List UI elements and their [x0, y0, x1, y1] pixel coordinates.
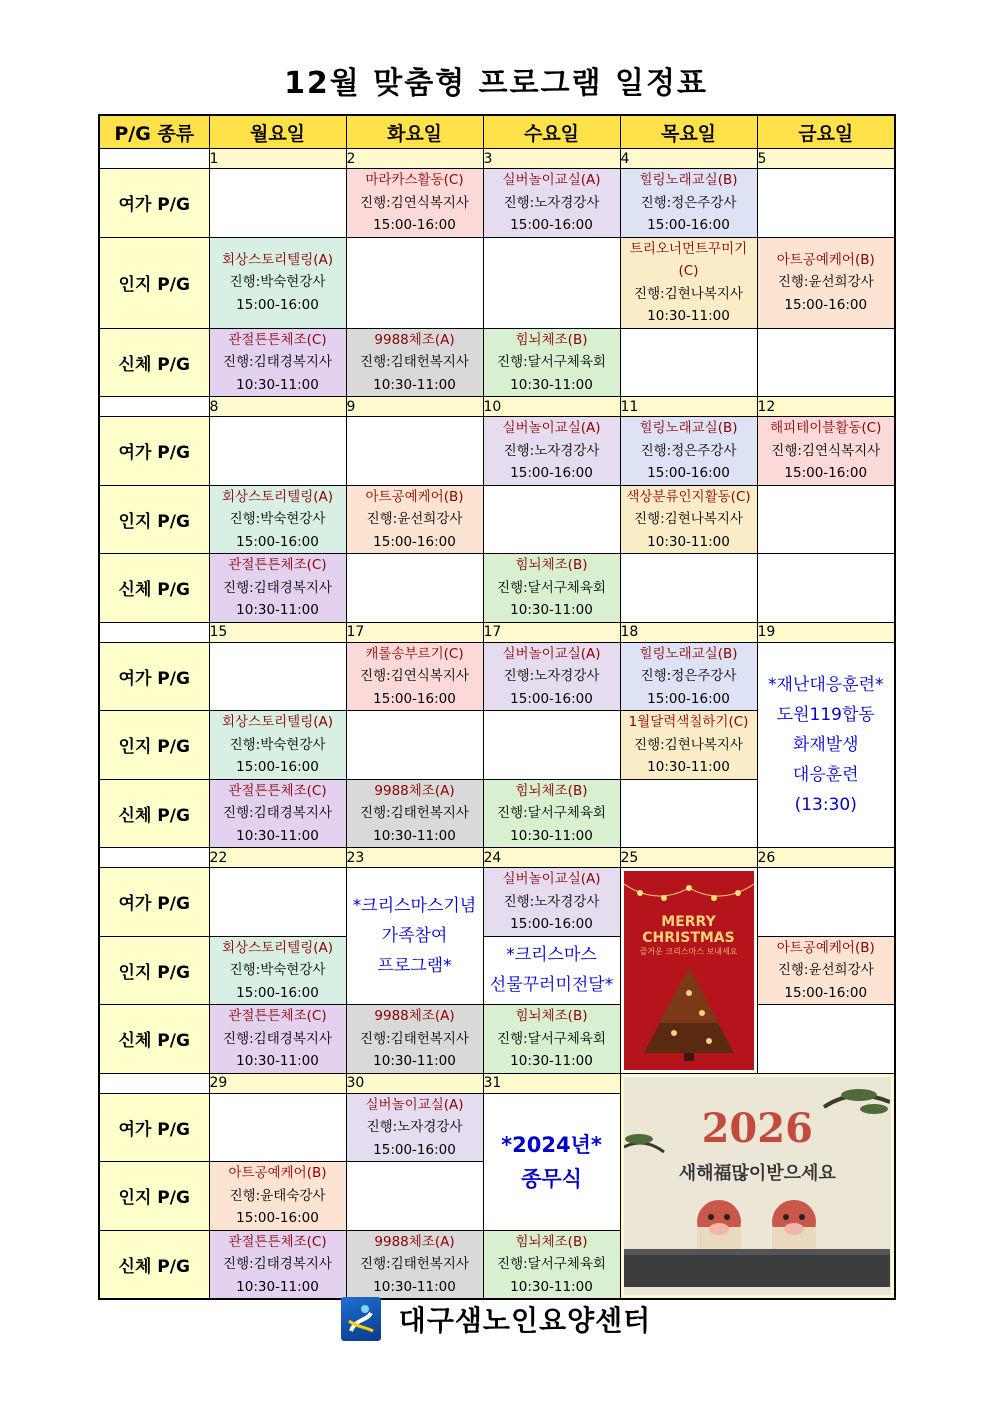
- program-leader: 진행:윤선희강사: [366, 511, 463, 527]
- program-cell: [483, 868, 620, 937]
- program-name: 1월달력색칠하기(C): [628, 714, 749, 730]
- program-cell: [483, 237, 620, 328]
- program-row: [99, 169, 895, 238]
- new-year-image: [620, 1073, 895, 1299]
- program-leader: 진행:김태헌복지사: [360, 805, 469, 821]
- category-label: 신체 P/G: [99, 1005, 209, 1074]
- program-time: 10:30-11:00: [236, 602, 319, 618]
- column-header: P/G 종류: [99, 115, 209, 149]
- event-line: 프로그램*: [377, 956, 452, 976]
- program-row: [99, 642, 895, 711]
- program-leader: 진행:김태경복지사: [223, 579, 332, 596]
- program-name: 실버놀이교실(A): [502, 172, 601, 188]
- category-label: 신체 P/G: [99, 779, 209, 848]
- category-label: 여가 P/G: [99, 417, 209, 486]
- program-name: 캐롤송부르기(C): [365, 645, 464, 662]
- date-row-spacer: [99, 397, 209, 417]
- event-line: 선물꾸러미전달*: [489, 975, 614, 996]
- program-cell: [620, 237, 757, 328]
- date-row-spacer: [99, 622, 209, 642]
- event-line: *크리스마스기념: [352, 896, 477, 916]
- program-cell: [757, 554, 895, 623]
- program-cell: [209, 936, 346, 1005]
- column-header: 월요일: [209, 115, 346, 149]
- date-cell: 8: [209, 397, 346, 417]
- column-header: 금요일: [757, 115, 895, 149]
- program-leader: 진행:노자경강사: [503, 893, 600, 910]
- program-leader: 진행:김태헌복지사: [360, 1256, 469, 1272]
- program-cell: [346, 779, 483, 848]
- program-name: 9988체조(A): [374, 1008, 455, 1024]
- program-time: 10:30-11:00: [373, 827, 456, 844]
- program-time: 10:30-11:00: [647, 759, 730, 775]
- program-cell: [209, 868, 346, 937]
- program-name: 9988체조(A): [374, 331, 455, 348]
- program-cell: [757, 868, 895, 937]
- program-leader: 진행:박숙현강사: [229, 511, 326, 527]
- category-label: 여가 P/G: [99, 868, 209, 937]
- program-time: 15:00-16:00: [510, 465, 593, 481]
- footer: [0, 1295, 992, 1343]
- schedule-table: [98, 114, 896, 1300]
- program-cell: [620, 169, 757, 238]
- program-leader: 진행:김연식복지사: [771, 442, 881, 459]
- program-cell: [757, 328, 895, 397]
- program-leader: 진행:노자경강사: [366, 1119, 463, 1135]
- program-cell: [483, 169, 620, 238]
- program-time: 10:30-11:00: [373, 1053, 456, 1069]
- string-lights-icon: [624, 878, 754, 914]
- program-leader: 진행:달서구체육회: [497, 579, 606, 596]
- xmas-title-2: CHRISTMAS: [642, 929, 735, 946]
- program-name: 회상스토리텔링(A): [221, 488, 334, 505]
- date-cell: 10: [483, 397, 620, 417]
- program-name: 아트공예케어(B): [776, 251, 875, 268]
- program-leader: 진행:윤선희강사: [777, 962, 874, 978]
- program-row: [99, 417, 895, 486]
- organization-name: 대구샘노인요양센터: [398, 1304, 652, 1337]
- program-name: 힐링노래교실(B): [639, 172, 738, 188]
- program-cell: [346, 1005, 483, 1074]
- program-name: 관절튼튼체조(C): [228, 782, 327, 799]
- date-cell: 12: [757, 397, 895, 417]
- program-time: 10:30-11:00: [510, 376, 593, 393]
- program-time: 15:00-16:00: [373, 690, 456, 707]
- program-name: 힘뇌체조(B): [515, 1008, 588, 1024]
- program-time: 15:00-16:00: [373, 533, 456, 550]
- date-row-spacer: [99, 149, 209, 169]
- xmas-title-1: MERRY: [661, 913, 716, 930]
- program-time: 10:30-11:00: [510, 827, 593, 844]
- program-name: 회상스토리텔링(A): [221, 939, 334, 956]
- program-cell: [757, 169, 895, 238]
- category-label: 인지 P/G: [99, 936, 209, 1005]
- date-cell: 1: [209, 149, 346, 169]
- event-line: *2024년*: [501, 1132, 602, 1157]
- program-row: [99, 328, 895, 397]
- program-leader: 진행:김현나복지사: [634, 285, 743, 302]
- program-leader: 진행:박숙현강사: [229, 736, 326, 753]
- program-cell: [757, 417, 895, 486]
- date-cell: 5: [757, 149, 895, 169]
- program-time: 10:30-11:00: [373, 1278, 456, 1295]
- program-row: [99, 485, 895, 554]
- program-name: 트리오너먼트꾸미기(C): [629, 240, 748, 279]
- program-leader: 진행:김연식복지사: [360, 668, 469, 684]
- program-name: 아트공예케어(B): [776, 939, 875, 956]
- event-line: (13:30): [794, 794, 857, 815]
- program-time: 10:30-11:00: [236, 1053, 319, 1069]
- program-leader: 진행:달서구체육회: [497, 1030, 606, 1047]
- program-time: 10:30-11:00: [647, 308, 730, 324]
- category-label: 신체 P/G: [99, 1230, 209, 1299]
- program-time: 15:00-16:00: [236, 1210, 319, 1226]
- program-name: 해피테이블활동(C): [770, 420, 882, 436]
- program-name: 실버놀이교실(A): [502, 871, 601, 887]
- program-time: 15:00-16:00: [510, 916, 593, 932]
- program-cell: [346, 1230, 483, 1299]
- date-cell: 15: [209, 622, 346, 642]
- event-line: 도원119합동: [776, 704, 875, 725]
- program-leader: 진행:김태경복지사: [223, 1030, 332, 1047]
- program-leader: 진행:윤선희강사: [777, 274, 874, 291]
- program-cell: [209, 1005, 346, 1074]
- program-time: 10:30-11:00: [236, 1278, 319, 1295]
- date-cell: 26: [757, 848, 895, 868]
- date-cell: 3: [483, 149, 620, 169]
- program-time: 15:00-16:00: [647, 690, 730, 707]
- program-name: 회상스토리텔링(A): [221, 714, 334, 730]
- program-time: 15:00-16:00: [784, 984, 868, 1001]
- date-cell: 23: [346, 848, 483, 868]
- program-time: 10:30-11:00: [510, 1278, 593, 1295]
- program-time: 10:30-11:00: [647, 533, 730, 550]
- program-row: [99, 936, 895, 1005]
- program-name: 관절튼튼체조(C): [228, 1008, 327, 1024]
- event-line: 종무식: [521, 1166, 582, 1191]
- category-label: 여가 P/G: [99, 642, 209, 711]
- program-cell: [346, 1162, 483, 1231]
- program-cell: [209, 1230, 346, 1299]
- program-leader: 진행:달서구체육회: [497, 805, 606, 821]
- event-line: 화재발생: [792, 734, 859, 755]
- program-time: 15:00-16:00: [236, 533, 319, 550]
- program-cell: [209, 237, 346, 328]
- program-leader: 진행:김현나복지사: [634, 736, 743, 753]
- program-name: 관절튼튼체조(C): [228, 331, 327, 348]
- date-cell: 30: [346, 1073, 483, 1093]
- date-row-spacer: [99, 848, 209, 868]
- program-leader: 진행:김태경복지사: [223, 1256, 332, 1272]
- date-cell: 2: [346, 149, 483, 169]
- program-cell: [209, 169, 346, 238]
- program-name: 마라카스활동(C): [365, 172, 464, 188]
- special-event: [483, 936, 620, 1005]
- program-time: 15:00-16:00: [647, 217, 730, 233]
- date-cell: 19: [757, 622, 895, 642]
- program-name: 힘뇌체조(B): [515, 331, 588, 348]
- category-label: 여가 P/G: [99, 1093, 209, 1162]
- category-label: 인지 P/G: [99, 237, 209, 328]
- date-row-spacer: [99, 1073, 209, 1093]
- program-cell: [757, 485, 895, 554]
- program-time: 15:00-16:00: [784, 296, 868, 313]
- program-name: 힘뇌체조(B): [515, 557, 588, 573]
- program-cell: [757, 936, 895, 1005]
- category-label: 인지 P/G: [99, 711, 209, 780]
- program-time: 15:00-16:00: [236, 296, 319, 313]
- category-label: 인지 P/G: [99, 485, 209, 554]
- program-time: 15:00-16:00: [373, 1141, 456, 1158]
- date-cell: 22: [209, 848, 346, 868]
- program-name: 힐링노래교실(B): [639, 420, 738, 436]
- christmas-tree-icon: [634, 963, 744, 1063]
- date-cell: 31: [483, 1073, 620, 1093]
- program-time: 15:00-16:00: [236, 759, 319, 775]
- program-cell: [209, 711, 346, 780]
- program-row: [99, 1005, 895, 1074]
- program-name: 힐링노래교실(B): [639, 645, 738, 662]
- program-row: [99, 554, 895, 623]
- special-event: [757, 642, 895, 848]
- program-leader: 진행:김현나복지사: [634, 511, 743, 527]
- program-cell: [346, 1093, 483, 1162]
- program-cell: [620, 417, 757, 486]
- program-name: 실버놀이교실(A): [502, 420, 601, 436]
- program-cell: [346, 237, 483, 328]
- program-cell: [346, 328, 483, 397]
- program-leader: 진행:정은주강사: [640, 442, 737, 459]
- program-leader: 진행:김태경복지사: [223, 805, 332, 821]
- xmas-subtitle: 즐거운 크리스마스 보내세요: [639, 946, 738, 956]
- new-year-greeting: 새해福많이받으세요: [678, 1162, 836, 1184]
- program-name: 힘뇌체조(B): [515, 782, 588, 799]
- category-label: 여가 P/G: [99, 169, 209, 238]
- program-cell: [483, 328, 620, 397]
- program-cell: [757, 1005, 895, 1074]
- program-time: 10:30-11:00: [510, 1053, 593, 1069]
- program-cell: [209, 328, 346, 397]
- program-time: 15:00-16:00: [647, 465, 730, 481]
- program-time: 10:30-11:00: [236, 376, 319, 393]
- program-cell: [620, 642, 757, 711]
- program-cell: [483, 417, 620, 486]
- program-row: [99, 868, 895, 937]
- program-cell: [209, 1093, 346, 1162]
- event-line: *재난대응훈련*: [767, 674, 884, 695]
- date-cell: 18: [620, 622, 757, 642]
- program-cell: [346, 711, 483, 780]
- program-leader: 진행:김태헌복지사: [360, 354, 469, 370]
- program-cell: [483, 485, 620, 554]
- program-cell: [483, 711, 620, 780]
- program-leader: 진행:윤태숙강사: [229, 1187, 326, 1204]
- program-leader: 진행:김연식복지사: [360, 194, 469, 211]
- program-leader: 진행:박숙현강사: [229, 962, 326, 978]
- program-cell: [483, 642, 620, 711]
- new-year-number: 2026: [701, 1104, 813, 1152]
- date-row: [99, 1073, 895, 1093]
- program-cell: [483, 779, 620, 848]
- program-cell: [483, 554, 620, 623]
- date-cell: 29: [209, 1073, 346, 1093]
- program-name: 관절튼튼체조(C): [228, 557, 327, 573]
- center-logo-icon: [341, 1297, 381, 1341]
- program-cell: [483, 1005, 620, 1074]
- date-row: [99, 848, 895, 868]
- special-event: [346, 868, 483, 1005]
- program-time: 10:30-11:00: [510, 602, 593, 618]
- program-cell: [346, 554, 483, 623]
- event-line: *크리스마스: [506, 945, 597, 966]
- program-cell: [757, 237, 895, 328]
- date-cell: 17: [483, 622, 620, 642]
- date-row: [99, 622, 895, 642]
- program-leader: 진행:박숙현강사: [229, 274, 326, 291]
- event-line: 가족참여: [381, 926, 448, 946]
- program-time: 15:00-16:00: [236, 984, 319, 1001]
- category-label: 신체 P/G: [99, 328, 209, 397]
- program-leader: 진행:김태헌복지사: [360, 1030, 469, 1047]
- date-cell: 11: [620, 397, 757, 417]
- program-leader: 진행:노자경강사: [503, 194, 600, 211]
- program-name: 색상분류인지활동(C): [626, 488, 751, 505]
- program-cell: [620, 711, 757, 780]
- program-time: 15:00-16:00: [510, 690, 593, 707]
- program-name: 9988체조(A): [374, 782, 455, 799]
- program-cell: [620, 779, 757, 848]
- program-name: 아트공예케어(B): [228, 1165, 327, 1181]
- program-cell: [346, 642, 483, 711]
- program-name: 회상스토리텔링(A): [221, 251, 334, 268]
- program-leader: 진행:김태경복지사: [223, 354, 332, 370]
- program-cell: [209, 554, 346, 623]
- special-event: [483, 1093, 620, 1230]
- program-name: 실버놀이교실(A): [502, 645, 601, 662]
- program-cell: [209, 642, 346, 711]
- program-leader: 진행:달서구체육회: [497, 354, 606, 370]
- date-cell: 17: [346, 622, 483, 642]
- program-cell: [209, 1162, 346, 1231]
- christmas-image: [620, 868, 757, 1074]
- program-leader: 진행:노자경강사: [503, 668, 600, 684]
- program-time: 10:30-11:00: [373, 376, 456, 393]
- category-label: 신체 P/G: [99, 554, 209, 623]
- program-leader: 진행:정은주강사: [640, 194, 737, 211]
- program-cell: [209, 417, 346, 486]
- program-cell: [483, 1230, 620, 1299]
- program-cell: [620, 485, 757, 554]
- program-time: 10:30-11:00: [236, 827, 319, 844]
- program-row: [99, 237, 895, 328]
- date-row: [99, 149, 895, 169]
- program-name: 실버놀이교실(A): [365, 1096, 464, 1113]
- program-leader: 진행:정은주강사: [640, 668, 737, 684]
- program-time: 15:00-16:00: [784, 465, 868, 481]
- date-cell: 4: [620, 149, 757, 169]
- program-leader: 진행:달서구체육회: [497, 1256, 606, 1272]
- program-name: 아트공예케어(B): [365, 488, 464, 505]
- program-cell: [620, 328, 757, 397]
- column-header: 수요일: [483, 115, 620, 149]
- date-cell: 24: [483, 848, 620, 868]
- program-name: 관절튼튼체조(C): [228, 1233, 327, 1250]
- program-name: 힘뇌체조(B): [515, 1233, 588, 1250]
- date-cell: 9: [346, 397, 483, 417]
- program-cell: [346, 485, 483, 554]
- date-cell: 25: [620, 848, 757, 868]
- program-leader: 진행:노자경강사: [503, 442, 600, 459]
- program-cell: [346, 417, 483, 486]
- program-name: 9988체조(A): [374, 1233, 455, 1250]
- header-row: [99, 115, 895, 149]
- date-row: [99, 397, 895, 417]
- program-cell: [209, 779, 346, 848]
- category-label: 인지 P/G: [99, 1162, 209, 1231]
- program-time: 15:00-16:00: [510, 217, 593, 233]
- program-cell: [620, 554, 757, 623]
- program-time: 15:00-16:00: [373, 217, 456, 233]
- column-header: 목요일: [620, 115, 757, 149]
- program-cell: [209, 485, 346, 554]
- program-cell: [346, 169, 483, 238]
- column-header: 화요일: [346, 115, 483, 149]
- event-line: 대응훈련: [792, 764, 859, 785]
- page-title: 12월 맞춤형 프로그램 일정표: [284, 66, 708, 101]
